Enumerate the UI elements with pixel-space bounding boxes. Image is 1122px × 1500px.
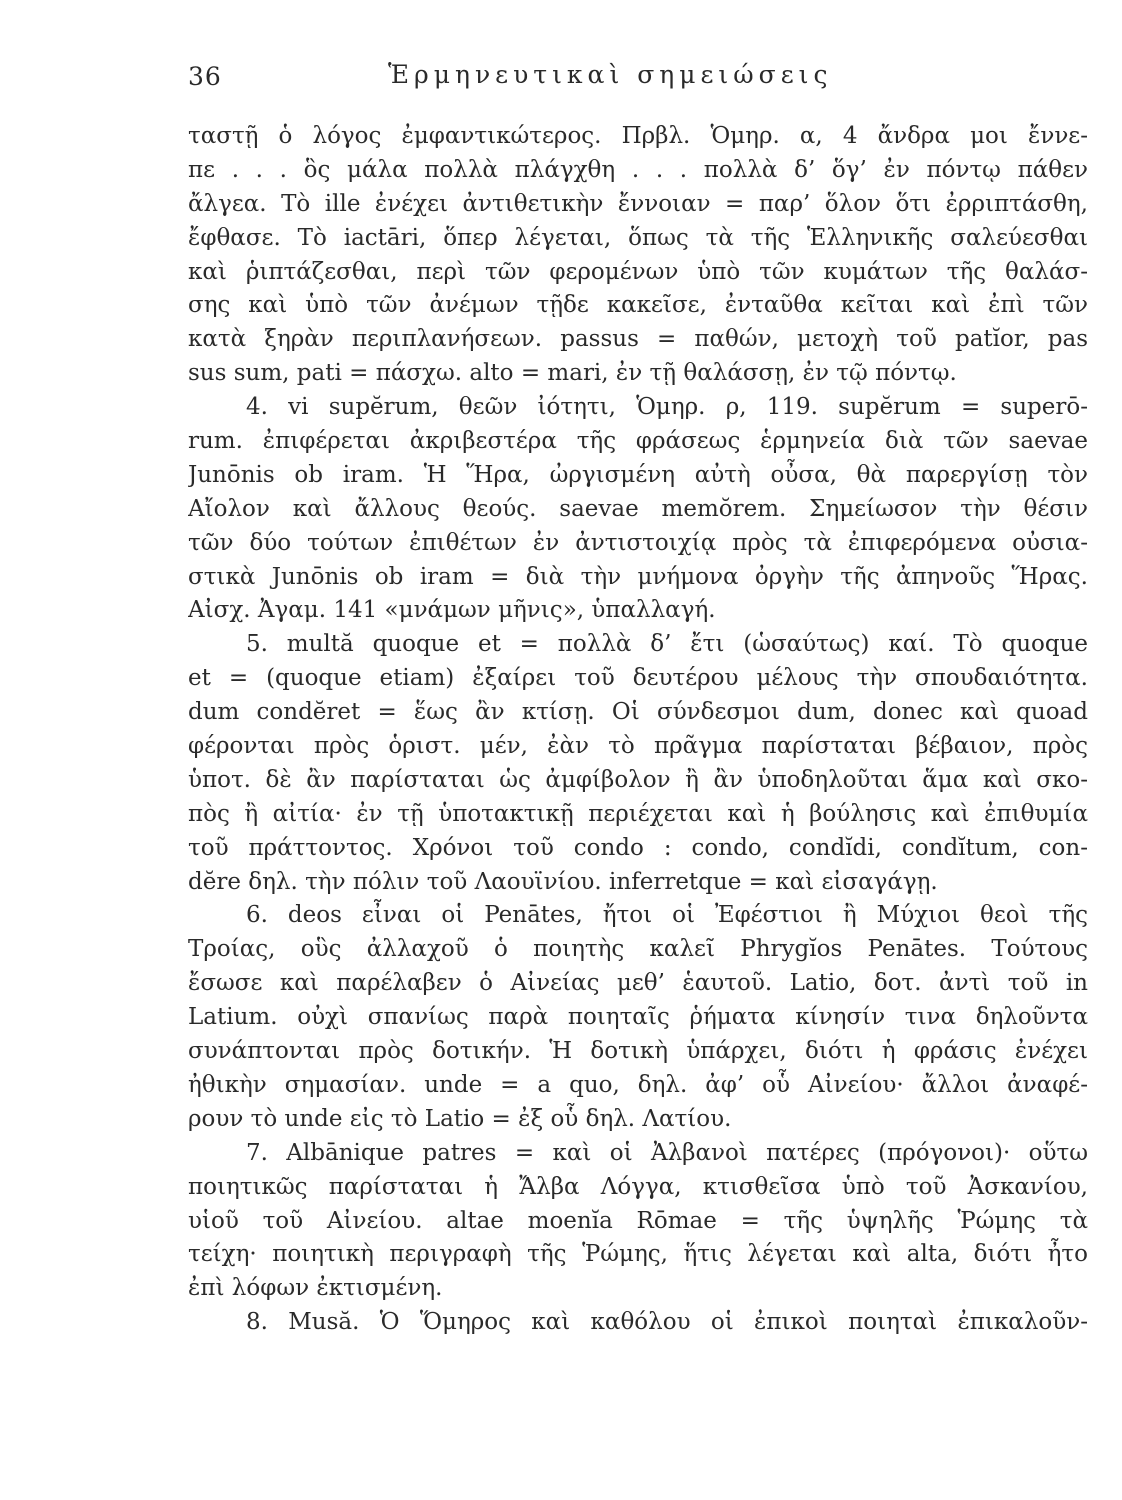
text-line: ταστῇ ὁ λόγος ἐμφαντικώτερος. Πρβλ. Ὁμηρ. α, 4 ἄνδρα μοι ἔννε-: [188, 123, 1088, 149]
body-text: [188, 120, 1088, 1340]
text-line: σης καὶ ὑπὸ τῶν ἀνέμων τῇδε κακεῖσε, ἐνταῦθα κεῖται καὶ ἐπὶ τῶν: [188, 292, 1088, 319]
page-number: 36: [188, 62, 222, 91]
text-line: 6. deos εἶναι οἱ Penātes, ἤτοι οἱ Ἐφέστιοι ἢ Μύχιοι θεοὶ τῆς: [246, 902, 1088, 929]
text-line: 4. vi supĕrum, θεῶν ἰότητι, Ὁμηρ. ρ, 119. supĕrum = superō-: [246, 394, 1088, 421]
text-line: 7. Albānique patres = καὶ οἱ Ἀλβανοὶ πατέρες (πρόγονοι)· οὕτω: [246, 1139, 1088, 1166]
text-line: ὑποτ. δὲ ἂν παρίσταται ὡς ἀμφίβολον ἢ ἂν ὑποδηλοῦται ἅμα καὶ σκο-: [188, 766, 1088, 793]
text-line: Junōnis ob iram. Ἡ Ἥρα, ὠργισμένη αὐτὴ οὖσα, θὰ παρεργίσῃ τὸν: [188, 461, 1088, 488]
text-line: υἱοῦ τοῦ Αἰνείου. altae moenĭa Rōmae = τῆς ὑψηλῆς Ῥώμης τὰ: [188, 1207, 1088, 1234]
text-line: 5. multă quoque et = πολλὰ δ’ ἔτι (ὡσαύτως) καί. Τὸ quoque: [246, 631, 1088, 658]
page-header: [188, 58, 1088, 98]
text-line: ἔσωσε καὶ παρέλαβεν ὁ Αἰνείας μεθ’ ἑαυτοῦ. Latio, δοτ. ἀντὶ τοῦ in: [188, 970, 1088, 997]
text-line: et = (quoque etiam) ἐξαίρει τοῦ δευτέρου μέλους τὴν σπουδαιότητα.: [188, 665, 1088, 692]
text-line: dĕre δηλ. τὴν πόλιν τοῦ Λαουϊνίου. inferretque = καὶ εἰσαγάγῃ.: [188, 868, 938, 895]
text-line: ποιητικῶς παρίσταται ἡ Ἄλβα Λόγγα, κτισθεῖσα ὑπὸ τοῦ Ἀσκανίου,: [188, 1173, 1088, 1200]
text-line: καὶ ῥιπτάζεσθαι, περὶ τῶν φερομένων ὑπὸ τῶν κυμάτων τῆς θαλάσ-: [188, 258, 1088, 285]
text-line: τοῦ πράττοντος. Χρόνοι τοῦ condo : condo, condĭdi, condĭtum, con-: [188, 834, 1088, 861]
text-line: τείχη· ποιητικὴ περιγραφὴ τῆς Ῥώμης, ἥτις λέγεται καὶ alta, διότι ἦτο: [188, 1241, 1088, 1268]
text-line: dum condĕret = ἕως ἂν κτίσῃ. Οἱ σύνδεσμοι dum, donec καὶ quoad: [188, 699, 1088, 726]
text-line: ἔφθασε. Τὸ iactāri, ὅπερ λέγεται, ὅπως τὰ τῆς Ἑλληνικῆς σαλεύεσθαι: [188, 224, 1088, 251]
text-line: ἄλγεα. Τὸ ille ἐνέχει ἀντιθετικὴν ἔννοιαν = παρ’ ὅλον ὅτι ἐρριπτάσθη,: [188, 190, 1088, 217]
text-line: πὸς ἢ αἰτία· ἐν τῇ ὑποτακτικῇ περιέχεται καὶ ἡ βούλησις καὶ ἐπιθυμία: [188, 800, 1088, 827]
text-line: Αἴολον καὶ ἄλλους θεούς. saevae memŏrem. Σημείωσον τὴν θέσιν: [188, 495, 1088, 522]
text-line: rum. ἐπιφέρεται ἀκριβεστέρα τῆς φράσεως ἑρμηνεία διὰ τῶν saevae: [188, 428, 1088, 455]
running-title: Ἑρμηνευτικαὶ σημειώσεις: [388, 60, 833, 89]
text-line: ρουν τὸ unde εἰς τὸ Latio = ἐξ οὗ δηλ. Λατίου.: [188, 1105, 732, 1132]
text-line: Τροίας, οὓς ἀλλαχοῦ ὁ ποιητὴς καλεῖ Phrygĭos Penātes. Τούτους: [188, 936, 1088, 963]
text-line: ἐπὶ λόφων ἐκτισμένη.: [188, 1275, 443, 1302]
text-line: ἠθικὴν σημασίαν. unde = a quo, δηλ. ἀφ’ οὗ Αἰνείου· ἄλλοι ἀναφέ-: [188, 1071, 1088, 1098]
text-line: φέρονται πρὸς ὁριστ. μέν, ἐὰν τὸ πρᾶγμα παρίσταται βέβαιον, πρὸς: [188, 733, 1088, 760]
text-line: τῶν δύο τούτων ἐπιθέτων ἐν ἀντιστοιχίᾳ πρὸς τὰ ἐπιφερόμενα οὐσια-: [188, 529, 1088, 556]
text-line: Latium. οὐχὶ σπανίως παρὰ ποιηταῖς ῥήματα κίνησίν τινα δηλοῦντα: [188, 1004, 1088, 1031]
text-line: στικὰ Junōnis ob iram = διὰ τὴν μνήμονα ὀργὴν τῆς ἀπηνοῦς Ἥρας.: [188, 563, 1088, 590]
text-line: sus sum, pati = πάσχω. alto = mari, ἐν τῇ θαλάσσῃ, ἐν τῷ πόντῳ.: [188, 360, 957, 387]
text-line: 8. Musă. Ὁ Ὅμηρος καὶ καθόλου οἱ ἐπικοὶ ποιηταὶ ἐπικαλοῦν-: [246, 1309, 1088, 1336]
text-line: συνάπτονται πρὸς δοτικήν. Ἡ δοτικὴ ὑπάρχει, διότι ἡ φράσις ἐνέχει: [188, 1038, 1088, 1065]
text-line: πε . . . ὃς μάλα πολλὰ πλάγχθη . . . πολλὰ δ’ ὅγ’ ἐν πόντῳ πάθεν: [188, 156, 1088, 183]
text-line: Αἰσχ. Ἀγαμ. 141 «μνάμων μῆνις», ὑπαλλαγή.: [188, 597, 716, 624]
text-line: κατὰ ξηρὰν περιπλανήσεων. passus = παθών, μετοχὴ τοῦ patĭor, pas: [188, 326, 1088, 353]
